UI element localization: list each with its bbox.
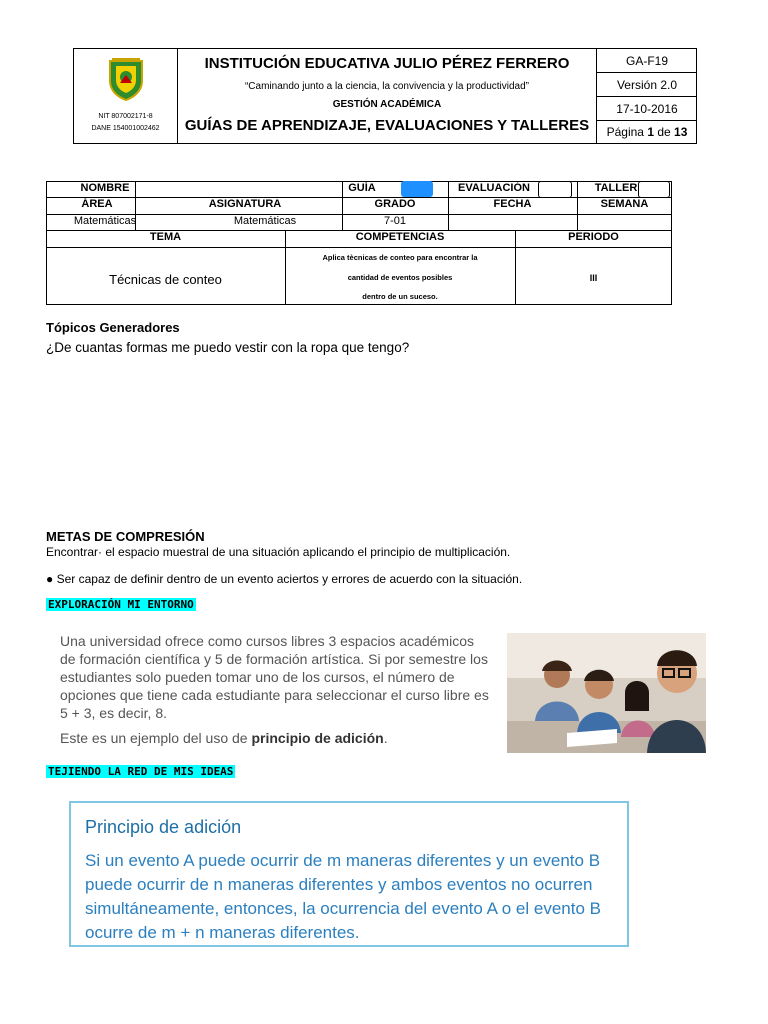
school-shield-icon <box>106 57 146 101</box>
principle-text: Si un evento A puede ocurrir de m maneras diferentes y un evento B puede ocurrir de n maneras diferentes y ambos eventos no ocurren simultáneamente, entonces, la ocurrencia del evento A o el evento B ocurre de m + n maneras diferentes. <box>85 851 601 942</box>
area-value: Matemáticas <box>73 215 137 227</box>
evaluacion-label: EVALUACIÓN <box>458 182 530 194</box>
metas-line-2: ● Ser capaz de definir dentro de un evento aciertos y errores de acuerdo con la situación. <box>46 572 523 586</box>
principle-title: Principio de adición <box>85 817 242 837</box>
tejiendo-heading: TEJIENDO LA RED DE MIS IDEAS <box>48 765 234 778</box>
taller-checkbox[interactable] <box>638 181 670 198</box>
header-title-cell <box>178 49 596 143</box>
evaluacion-checkbox[interactable] <box>538 181 572 198</box>
tema-value: Técnicas de conteo <box>109 272 222 287</box>
tema-label: TEMA <box>149 231 182 243</box>
dane-text: DANE 154001002462 <box>91 125 160 132</box>
exploracion-text: Una universidad ofrece como cursos libres 3 espacios académicos de formación científica y 5 de formación artística. Si por semestre los estudiantes solo pueden tomar uno de los cursos, el número de opciones que tiene cada estudiante para seleccionar el curso libre es 5 + 3, es decir, 8. <box>60 633 489 721</box>
asignatura-label: ASIGNATURA <box>208 198 282 210</box>
header-meta-cell <box>596 49 696 143</box>
fecha-label: FECHA <box>493 198 532 210</box>
area-label: ÁREA <box>81 198 113 210</box>
asignatura-value: Matemáticas <box>233 215 297 227</box>
department-name: GESTIÓN ACADÉMICA <box>332 99 442 110</box>
document-code: GA-F19 <box>597 49 697 73</box>
institution-name: INSTITUCIÓN EDUCATIVA JULIO PÉREZ FERRERO <box>204 55 570 72</box>
semana-label: SEMANA <box>600 198 649 210</box>
nombre-field[interactable] <box>166 182 342 197</box>
fecha-field[interactable] <box>449 215 576 230</box>
info-table <box>46 181 672 305</box>
document-subtitle: GUÍAS DE APRENDIZAJE, EVALUACIONES Y TALLERES <box>184 117 590 134</box>
competencias-line-2: cantidad de eventos posibles <box>347 273 453 282</box>
topics-heading: Tópicos Generadores <box>46 320 180 335</box>
document-date: 17-10-2016 <box>597 97 697 121</box>
periodo-value: III <box>589 273 598 283</box>
institution-motto: “Caminando junto a la ciencia, la convivencia y la productividad” <box>244 81 530 92</box>
competencias-line-3: dentro de un suceso. <box>362 292 438 301</box>
document-version: Versión 2.0 <box>597 73 697 97</box>
semana-field[interactable] <box>578 215 670 230</box>
guia-checkbox[interactable] <box>401 181 433 197</box>
topics-question: ¿De cuantas formas me puedo vestir con la ropa que tengo? <box>46 340 410 355</box>
exploracion-example: Este es un ejemplo del uso de principio de adición. <box>60 730 388 746</box>
nombre-label: NOMBRE <box>80 182 130 194</box>
nit-text: NIT 807002171-8 <box>98 113 153 120</box>
grado-value: 7-01 <box>383 215 407 227</box>
competencias-label: COMPETENCIAS <box>355 231 445 243</box>
periodo-label: PERIODO <box>568 231 619 243</box>
header-logo-cell <box>74 49 178 143</box>
grado-label: GRADO <box>374 198 416 210</box>
metas-line-1: Encontrar· el espacio muestral de una situación aplicando el principio de multiplicación. <box>46 545 511 559</box>
document-header <box>73 48 697 144</box>
students-photo <box>507 633 706 753</box>
exploracion-heading: EXPLORACIÓN MI ENTORNO <box>48 598 194 611</box>
metas-heading: METAS DE COMPRESIÓN <box>46 529 205 544</box>
taller-label: TALLER <box>594 182 638 194</box>
guia-label: GUÍA <box>348 182 376 194</box>
competencias-line-1: Aplica tècnicas de conteo para encontrar la <box>322 253 478 262</box>
page-number: Página 1 de 13 <box>606 125 688 139</box>
principle-box <box>69 801 629 947</box>
